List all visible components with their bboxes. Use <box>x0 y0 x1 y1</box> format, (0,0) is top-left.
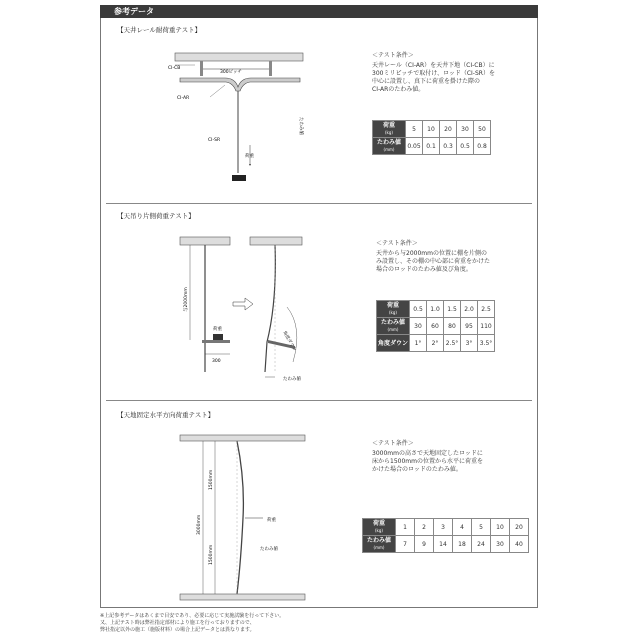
table-cell: 20 <box>510 519 529 536</box>
row-header: たわみ値 (mm) <box>373 138 406 155</box>
data-table <box>362 518 529 553</box>
table-cell: 30 <box>491 536 510 553</box>
one-side-load-diagram <box>175 232 330 387</box>
table-cell: 0.5 <box>457 138 474 155</box>
table-cell: 2.5° <box>444 335 461 352</box>
cb-label: CI-CB <box>168 66 181 71</box>
table-cell: 10 <box>491 519 510 536</box>
condition-line: CI-ARのたわみ値。 <box>372 86 425 93</box>
footer-note <box>100 613 284 634</box>
width-label: 300 <box>212 359 221 364</box>
table-cell: 2.5 <box>478 301 495 318</box>
row-header: 荷重 (kg) <box>377 301 410 318</box>
table-cell: 2 <box>415 519 434 536</box>
sr-label: CI-SR <box>208 138 221 143</box>
load-label: 荷重 <box>245 154 254 159</box>
data-table <box>376 300 495 352</box>
condition-line: み設置し、その棚の中心部に荷重をかけた <box>376 258 491 265</box>
table-cell: 2° <box>427 335 444 352</box>
table-cell: 24 <box>472 536 491 553</box>
table-cell: 3° <box>461 335 478 352</box>
test-conditions <box>376 240 490 274</box>
pitch-label: 300ピッチ <box>220 70 242 75</box>
ar-label: CI-AR <box>177 96 190 101</box>
table-cell: 1 <box>396 519 415 536</box>
row-header: たわみ値 (mm) <box>377 318 410 335</box>
table-cell: 20 <box>440 121 457 138</box>
condition-line: 床から1500mmの位置から水平に荷重を <box>372 458 483 465</box>
table-cell: 9 <box>415 536 434 553</box>
section-divider <box>106 203 532 204</box>
deflection-label: たわみ値 <box>298 117 303 135</box>
table-cell: 40 <box>510 536 529 553</box>
lower-height-label: 1500mm <box>209 544 214 565</box>
angle-label: 角度ダウン <box>281 330 297 353</box>
section-title: 【天吊り片側荷重テスト】 <box>117 212 195 220</box>
load-label: 荷重 <box>267 518 276 523</box>
table-cell: 5 <box>472 519 491 536</box>
table-cell: 3 <box>434 519 453 536</box>
table-cell: 30 <box>457 121 474 138</box>
condition-line: 中心に設置し、真下に荷重を掛けた際の <box>372 78 481 85</box>
condition-line: 300ミリピッチで取付け、ロッド（CI-SR）を <box>372 70 495 77</box>
table-cell: 3.5° <box>478 335 495 352</box>
section-title: 【天井レール耐荷重テスト】 <box>117 26 202 34</box>
table-cell: 95 <box>461 318 478 335</box>
table-cell: 60 <box>427 318 444 335</box>
table-cell: 1.0 <box>427 301 444 318</box>
table-cell: 0.05 <box>406 138 423 155</box>
load-label: 荷重 <box>213 327 222 332</box>
test-conditions <box>372 52 495 94</box>
table-cell: 10 <box>423 121 440 138</box>
table-cell: 0.8 <box>474 138 491 155</box>
condition-line: 3000mmの高さで天地固定したロッドに <box>372 450 483 457</box>
deflection-label: たわみ値 <box>260 547 278 552</box>
table-cell: 0.5 <box>410 301 427 318</box>
footer-line: 弊社指定以外の施工（施版材料）の場合上記データとは異なります。 <box>100 627 255 633</box>
data-table <box>372 120 491 155</box>
table-cell: 14 <box>434 536 453 553</box>
table-cell: 2.0 <box>461 301 478 318</box>
footer-line: 又、上記テスト時は弊社指定部材により施工を行っておりますので、 <box>100 620 255 626</box>
ceiling-rail-diagram <box>150 45 310 190</box>
section-title: 【天地固定水平方向荷重テスト】 <box>117 411 215 419</box>
table-cell: 80 <box>444 318 461 335</box>
table-cell: 1.5 <box>444 301 461 318</box>
fixed-rod-diagram <box>175 430 315 605</box>
table-cell: 1° <box>410 335 427 352</box>
row-header: 荷重 (kg) <box>373 121 406 138</box>
table-cell: 0.3 <box>440 138 457 155</box>
table-cell: 50 <box>474 121 491 138</box>
test-conditions <box>372 440 483 474</box>
condition-line: 天井から与2000mmの位置に棚を片側の <box>376 250 487 257</box>
condition-title: ＜テスト条件＞ <box>372 52 414 59</box>
condition-line: 天井レール（CI-AR）を天井下地（CI-CB）に <box>372 62 495 69</box>
section-divider <box>106 400 532 401</box>
table-cell: 7 <box>396 536 415 553</box>
row-header: 角度ダウン <box>377 335 410 352</box>
total-height-label: 3000mm <box>197 514 202 535</box>
condition-title: ＜テスト条件＞ <box>372 440 414 447</box>
condition-line: かけた場合のロッドのたわみ値。 <box>372 466 462 473</box>
header-title: 参考データ <box>114 7 154 16</box>
footer-line: ※上記参考データはあくまで目安であり、必要に応じて実施試験を行って下さい。 <box>100 613 285 619</box>
height-label: 与2000mm <box>184 287 189 312</box>
condition-title: ＜テスト条件＞ <box>376 240 418 247</box>
upper-height-label: 1500mm <box>209 469 214 490</box>
table-cell: 0.1 <box>423 138 440 155</box>
deflection-label: たわみ値 <box>283 377 301 382</box>
row-header: たわみ値 (mm) <box>363 536 396 553</box>
table-cell: 5 <box>406 121 423 138</box>
row-header: 荷重 (kg) <box>363 519 396 536</box>
table-cell: 110 <box>478 318 495 335</box>
condition-line: 場合のロッドのたわみ値及び角度。 <box>376 266 472 273</box>
table-cell: 4 <box>453 519 472 536</box>
table-cell: 30 <box>410 318 427 335</box>
page-header <box>100 5 538 18</box>
table-cell: 18 <box>453 536 472 553</box>
